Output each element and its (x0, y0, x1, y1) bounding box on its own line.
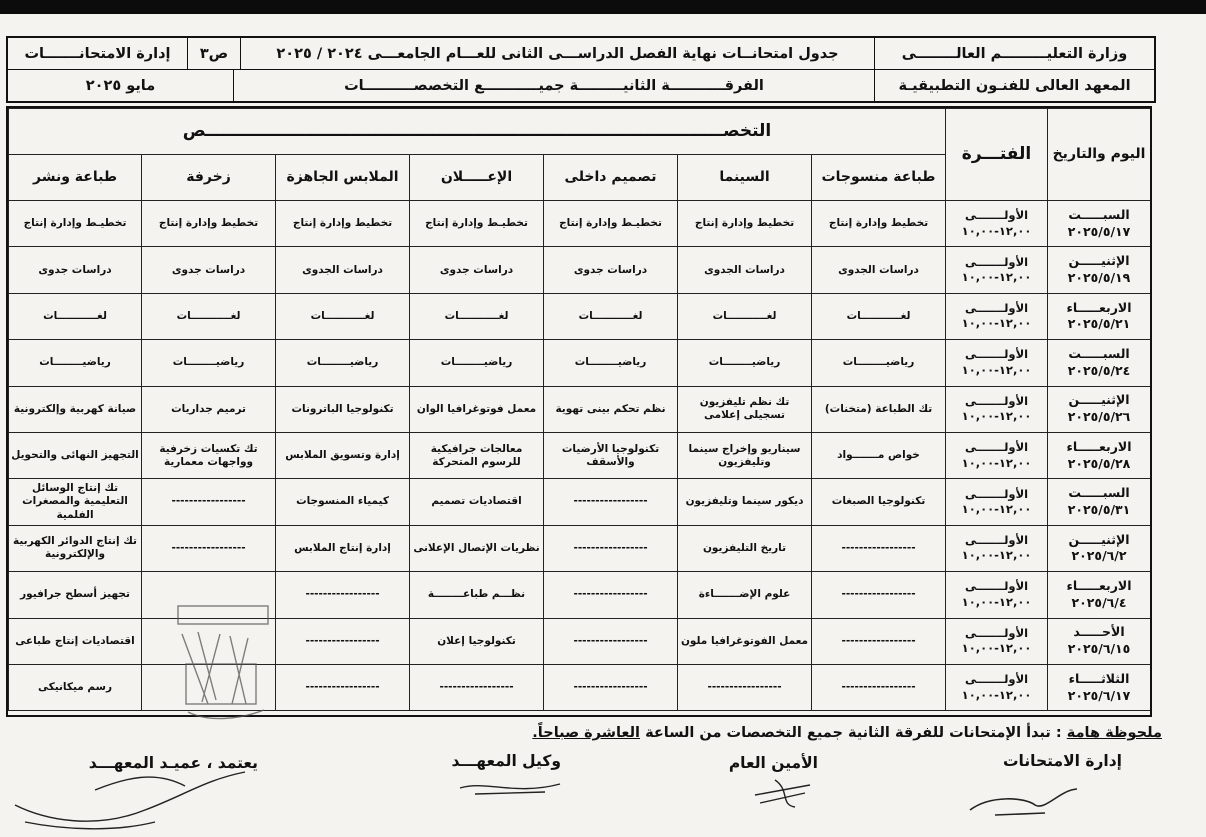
exam-date: ٢٠٢٥/٦/١٥ (1067, 641, 1131, 657)
exam-subject-cell: معمل الفوتوغرافيا ملون (678, 618, 812, 664)
exam-subject-cell: تك نظم تليفزيون تسجيلى إعلامى (678, 386, 812, 432)
exam-subject-cell: تخطيـط وإدارة إنتاج (9, 201, 142, 247)
exam-subject-cell: لغـــــــــــات (812, 293, 946, 339)
top-dark-border (0, 0, 1206, 14)
period-time: ١٢,٠٠-١٠,٠٠ (961, 687, 1032, 702)
table-row (9, 201, 1151, 247)
period-time: ١٢,٠٠-١٠,٠٠ (961, 316, 1032, 331)
important-note (532, 725, 1162, 741)
period-time: ١٢,٠٠-١٠,٠٠ (961, 270, 1032, 285)
day-name: الإثنيـــــن (1068, 531, 1130, 547)
day-date-cell (1048, 618, 1151, 664)
exam-subject-cell: لغـــــــــــات (276, 293, 410, 339)
period-cell (946, 340, 1048, 386)
exam-subject-cell: رياضيــــــــات (544, 340, 678, 386)
period-cell (946, 664, 1048, 710)
exam-subject-cell: علوم الإضـــــــاءة (678, 572, 812, 618)
period-time: ١٢,٠٠-١٠,٠٠ (961, 455, 1032, 470)
period-cell (946, 432, 1048, 478)
exam-subject-cell: دراسات الجدوى (276, 247, 410, 293)
exam-subject-cell: ----------------- (812, 572, 946, 618)
day-name: الإثنيـــــن (1068, 392, 1130, 408)
exam-subject-cell: معمل فوتوغرافيا الوان (410, 386, 544, 432)
note-label: ملحوظة هامة (1066, 725, 1162, 741)
specialization-header: التخصـــــــــــــــــــــــــــــــــــــــــــــــــــــــــــــــــــــــــــــــــــــــــص (9, 109, 946, 155)
exam-subject-cell: تك إنتاج الوسائل التعليمية والمصغرات الفلمية (9, 479, 142, 525)
exam-subject-cell: ----------------- (812, 664, 946, 710)
day-date-cell (1048, 572, 1151, 618)
exams-admin-signature-label: إدارة الامتحانات (1002, 752, 1122, 770)
exam-subject-cell: ----------------- (142, 525, 276, 571)
period-name: الأولـــــــى (964, 300, 1029, 315)
exam-subject-cell: تخطيـط وإدارة إنتاج (410, 201, 544, 247)
exam-date: ٢٠٢٥/٥/٢٨ (1067, 455, 1131, 471)
exam-subject-cell: ----------------- (276, 572, 410, 618)
exam-date: ٢٠٢٥/٥/٣١ (1067, 502, 1131, 518)
day-date-cell (1048, 340, 1151, 386)
exam-subject-cell: صيانة كهربية وإلكترونية (9, 386, 142, 432)
exam-subject-cell: تك تكسيات زخرفية وواجهات معمارية (142, 432, 276, 478)
schedule-title: جدول امتحانــات نهاية الفصل الدراســـى الثانى للعـــام الجامعـــى ٢٠٢٤ / ٢٠٢٥ (240, 38, 874, 69)
day-name: الاربعـــــاء (1066, 577, 1132, 593)
exam-subject-cell: ----------------- (276, 618, 410, 664)
exam-date: ٢٠٢٥/٥/٢٦ (1067, 409, 1131, 425)
specialization-header-1: السينما (678, 155, 812, 201)
exam-subject-cell: تخطيط وإدارة إنتاج (142, 201, 276, 247)
period-name: الأولـــــــى (964, 254, 1029, 269)
period-time: ١٢,٠٠-١٠,٠٠ (961, 641, 1032, 656)
exam-subject-cell: تجهيز أسطح جرافيور (9, 572, 142, 618)
exam-subject-cell: رياضيــــــــات (9, 340, 142, 386)
period-time: ١٢,٠٠-١٠,٠٠ (961, 223, 1032, 238)
day-date-cell (1048, 293, 1151, 339)
exam-subject-cell: إدارة وتسويق الملابس (276, 432, 410, 478)
period-name: الأولـــــــى (964, 486, 1029, 501)
exam-subject-cell: رسم ميكانيكى (9, 664, 142, 710)
period-name: الأولـــــــى (964, 440, 1029, 455)
exam-date: ٢٠٢٥/٥/٢١ (1067, 316, 1131, 332)
period-name: الأولـــــــى (964, 625, 1029, 640)
exam-subject-cell: لغـــــــــــات (544, 293, 678, 339)
header-row-1 (8, 38, 1154, 70)
exam-subject-cell: ترميم جداريات (142, 386, 276, 432)
period-name: الأولـــــــى (964, 208, 1029, 223)
exam-date: ٢٠٢٥/٦/٢ (1071, 548, 1127, 564)
exam-date: ٢٠٢٥/٦/٤ (1071, 594, 1127, 610)
institute-label: المعهد العالى للفنـون التطبيقيـة (874, 70, 1154, 101)
dean-approval-signature-label: يعتمد ، عميـد المعهـــد (88, 754, 258, 772)
specialization-header-4: الملابس الجاهزة (276, 155, 410, 201)
period-name: الأولـــــــى (964, 579, 1029, 594)
exam-subject-cell: تاريخ التليفزيون (678, 525, 812, 571)
exam-subject-cell: دراسات الجدوى (678, 247, 812, 293)
exams-signature-icon (965, 775, 1085, 820)
ministry-label: وزارة التعليـــــــــم العالــــــــى (874, 38, 1154, 69)
exam-subject-cell: تخطيط وإدارة إنتاج (276, 201, 410, 247)
exams-dept-label: إدارة الامتحانـــــــات (24, 45, 171, 62)
exam-subject-cell: دراسات جدوى (410, 247, 544, 293)
exam-subject-cell: تكنولوجيا إعلان (410, 618, 544, 664)
exam-subject-cell: رياضيــــــــات (142, 340, 276, 386)
exam-subject-cell: معالجات جرافيكية للرسوم المتحركة (410, 432, 544, 478)
exam-subject-cell: كيمياء المنسوجات (276, 479, 410, 525)
exam-subject-cell: سيناريو وإخراج سينما وتليفزيون (678, 432, 812, 478)
day-date-cell (1048, 201, 1151, 247)
exam-subject-cell: ----------------- (142, 479, 276, 525)
period-time: ١٢,٠٠-١٠,٠٠ (961, 548, 1032, 563)
exam-subject-cell: ----------------- (544, 664, 678, 710)
exam-subject-cell: رياضيــــــــات (812, 340, 946, 386)
exam-subject-cell: نظم تحكم بينى تهوية (544, 386, 678, 432)
exam-subject-cell: ----------------- (544, 572, 678, 618)
period-time: ١٢,٠٠-١٠,٠٠ (961, 409, 1032, 424)
page-number: ص٣ (187, 38, 240, 69)
day-name: السبـــــت (1068, 206, 1130, 222)
level-label: الفرقـــــــــــة الثانيـــــــــة جميـــــــــــع التخصصــــــــــات (233, 70, 874, 101)
exam-subject-cell: اقتصاديات تصميم (410, 479, 544, 525)
period-cell (946, 572, 1048, 618)
period-cell (946, 247, 1048, 293)
period-cell (946, 618, 1048, 664)
exam-subject-cell: ----------------- (812, 525, 946, 571)
exam-subject-cell: ----------------- (678, 664, 812, 710)
table-row (9, 479, 1151, 525)
period-name: الأولـــــــى (964, 347, 1029, 362)
exam-subject-cell: نظريات الإتصال الإعلانى (410, 525, 544, 571)
day-date-cell (1048, 386, 1151, 432)
day-date-cell (1048, 432, 1151, 478)
exam-subject-cell: رياضيــــــــات (276, 340, 410, 386)
day-name: الاربعـــــاء (1066, 299, 1132, 315)
official-stamp-icon (168, 604, 278, 724)
document-header (6, 36, 1156, 103)
note-time: العاشرة صباحاً. (532, 725, 641, 741)
specialization-header-5: زخرفة (142, 155, 276, 201)
table-row (9, 432, 1151, 478)
header-row-2 (8, 70, 1154, 101)
day-date-header: اليوم والتاريخ (1048, 109, 1151, 201)
exam-subject-cell: التجهيز النهائى والتحويل (9, 432, 142, 478)
period-name: الأولـــــــى (964, 393, 1029, 408)
day-name: السبـــــت (1068, 345, 1130, 361)
day-date-cell (1048, 247, 1151, 293)
exam-subject-cell: ----------------- (544, 618, 678, 664)
exam-subject-cell: تخطيـط وإدارة إنتاج (544, 201, 678, 247)
period-time: ١٢,٠٠-١٠,٠٠ (961, 594, 1032, 609)
secretary-signature-icon (750, 775, 820, 810)
exam-subject-cell: تكنولوجيا الباترونات (276, 386, 410, 432)
exam-subject-cell: خواص مـــــــواد (812, 432, 946, 478)
day-date-cell (1048, 479, 1151, 525)
period-cell (946, 201, 1048, 247)
day-date-cell (1048, 525, 1151, 571)
exam-subject-cell: ديكور سينما وتليفزيون (678, 479, 812, 525)
month-label: مايو ٢٠٢٥ (85, 77, 156, 94)
period-time: ١٢,٠٠-١٠,٠٠ (961, 502, 1032, 517)
period-name: الأولـــــــى (964, 532, 1029, 547)
exam-subject-cell: تخطيط وإدارة إنتاج (678, 201, 812, 247)
period-header: الفتـــرة (946, 109, 1048, 201)
day-name: الأحـــــد (1073, 624, 1125, 640)
note-text: : تبدأ الإمتحانات للفرقة الثانية جميع التخصصات من الساعة (640, 725, 1067, 741)
table-row (9, 247, 1151, 293)
exam-subject-cell: دراسات جدوى (142, 247, 276, 293)
exam-subject-cell: لغـــــــــــات (410, 293, 544, 339)
exam-subject-cell: اقتصاديات إنتاج طباعى (9, 618, 142, 664)
specialization-header-3: الإعـــــلان (410, 155, 544, 201)
exam-subject-cell: دراسات الجدوى (812, 247, 946, 293)
exam-subject-cell: ----------------- (812, 618, 946, 664)
exam-subject-cell: لغـــــــــــات (142, 293, 276, 339)
period-cell (946, 293, 1048, 339)
day-name: الاربعـــــاء (1066, 438, 1132, 454)
period-name: الأولـــــــى (964, 672, 1029, 687)
exam-subject-cell: نظـــم طباعــــــــة (410, 572, 544, 618)
day-name: السبـــــت (1068, 485, 1130, 501)
table-row (9, 525, 1151, 571)
exam-subject-cell: تك الطباعة (متخنات) (812, 386, 946, 432)
vice-dean-signature-icon (455, 776, 565, 801)
exam-subject-cell: ----------------- (544, 479, 678, 525)
exam-subject-cell: دراسات جدوى (544, 247, 678, 293)
exam-subject-cell: تك إنتاج الدوائر الكهربية والإلكترونية (9, 525, 142, 571)
vice-dean-signature-label: وكيل المعهـــد (451, 752, 561, 770)
exam-subject-cell: تكنولوجيا الأرضيات والأسقف (544, 432, 678, 478)
exam-subject-cell: لغـــــــــــات (9, 293, 142, 339)
exam-subject-cell: لغـــــــــــات (678, 293, 812, 339)
exam-date: ٢٠٢٥/٥/١٧ (1067, 223, 1131, 239)
secretary-general-signature-label: الأمين العام (728, 754, 818, 772)
exam-subject-cell: دراسات جدوى (9, 247, 142, 293)
period-cell (946, 525, 1048, 571)
table-row (9, 293, 1151, 339)
exam-subject-cell: تخطيط وإدارة إنتاج (812, 201, 946, 247)
specialization-header-2: تصميم داخلى (544, 155, 678, 201)
exam-subject-cell: ----------------- (276, 664, 410, 710)
exam-date: ٢٠٢٥/٦/١٧ (1067, 687, 1131, 703)
exam-date: ٢٠٢٥/٥/١٩ (1067, 270, 1131, 286)
table-row (9, 386, 1151, 432)
exam-subject-cell: رياضيــــــــات (410, 340, 544, 386)
specialization-header-0: طباعة منسوجات (812, 155, 946, 201)
day-date-cell (1048, 664, 1151, 710)
period-time: ١٢,٠٠-١٠,٠٠ (961, 362, 1032, 377)
day-name: الثلاثـــــاء (1068, 670, 1130, 686)
dean-signature-icon (5, 760, 255, 837)
period-cell (946, 386, 1048, 432)
exam-subject-cell: رياضيــــــــات (678, 340, 812, 386)
table-row (9, 340, 1151, 386)
exam-subject-cell: ----------------- (410, 664, 544, 710)
specialization-header-6: طباعة ونشر (9, 155, 142, 201)
exam-subject-cell: تكنولوجيا الصبغات (812, 479, 946, 525)
day-name: الإثنيـــــن (1068, 253, 1130, 269)
exam-subject-cell: إدارة إنتاج الملابس (276, 525, 410, 571)
exam-date: ٢٠٢٥/٥/٢٤ (1067, 362, 1131, 378)
period-cell (946, 479, 1048, 525)
exam-subject-cell: ----------------- (544, 525, 678, 571)
